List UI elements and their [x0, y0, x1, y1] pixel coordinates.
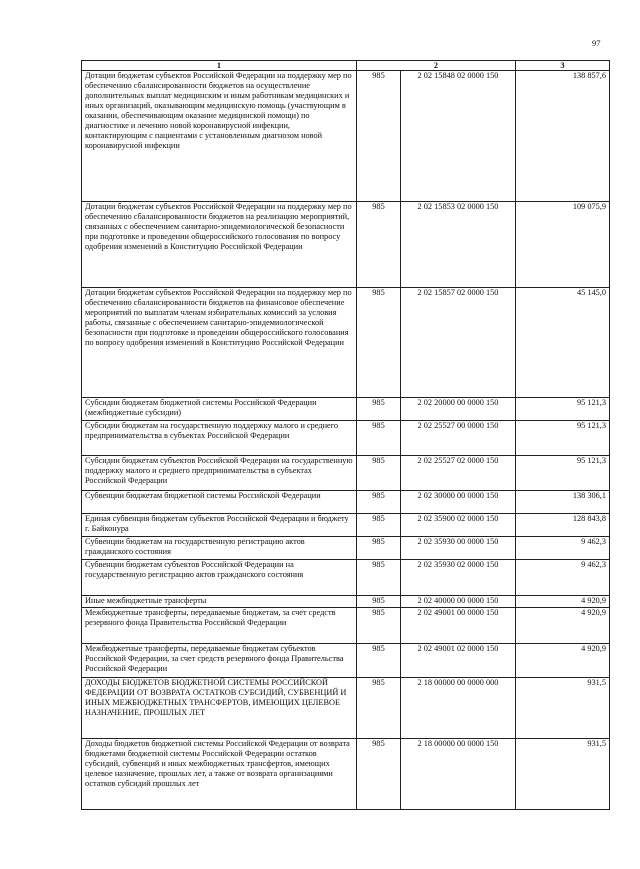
- revenue-name: ДОХОДЫ БЮДЖЕТОВ БЮДЖЕТНОЙ СИСТЕМЫ РОССИЙСКОЙ ФЕДЕРАЦИИ ОТ ВОЗВРАТА ОСТАТКОВ СУБСИДИЙ, СУБВЕНЦИЙ И ИНЫХ МЕЖБЮДЖЕТНЫХ ТРАНСФЕРТОВ, ИМЕЮЩИХ ЦЕЛЕВОЕ НАЗНАЧЕНИЕ, ПРОШЛЫХ ЛЕТ: [82, 678, 357, 739]
- budget-classification-code: 2 02 15848 02 0000 150: [401, 71, 516, 202]
- table-row: [82, 596, 610, 608]
- admin-code: 985: [357, 560, 401, 596]
- table-row: [82, 421, 610, 456]
- revenue-name: Дотации бюджетам субъектов Российской Федерации на поддержку мер по обеспечению сбалансированности бюджетов на реализацию мероприятий, связанных с обеспечением санитарно-эпидемиологической безопасности при подготовке и проведении общероссийского голосования по вопросу одобрения изменений в Конституцию Российской Федерации: [82, 202, 357, 288]
- header-col-3: 3: [516, 61, 610, 71]
- revenue-name: Дотации бюджетам субъектов Российской Федерации на поддержку мер по обеспечению сбалансированности бюджетов на финансовое обеспечение мероприятий по выплатам членам избирательных комиссий за условия работы, связанные с обеспечением санитарно-эпидемиологической безопасности при подготовке и проведении общероссийского голосования по вопросу одобрения изменений в Конституцию Российской Федерации: [82, 288, 357, 398]
- revenue-name: Субвенции бюджетам субъектов Российской Федерации на государственную регистрацию актов гражданского состояния: [82, 560, 357, 596]
- budget-classification-code: 2 02 15857 02 0000 150: [401, 288, 516, 398]
- budget-classification-code: 2 02 49001 00 0000 150: [401, 608, 516, 644]
- table-row: [82, 560, 610, 596]
- amount: 109 075,9: [516, 202, 610, 288]
- revenue-name: Межбюджетные трансферты, передаваемые бюджетам субъектов Российской Федерации, за счет средств резервного фонда Правительства Российской Федерации: [82, 644, 357, 678]
- revenue-name: Субсидии бюджетам бюджетной системы Российской Федерации (межбюджетные субсидии): [82, 398, 357, 421]
- admin-code: 985: [357, 644, 401, 678]
- revenue-name: Иные межбюджетные трансферты: [82, 596, 357, 608]
- budget-classification-code: 2 18 00000 00 0000 150: [401, 739, 516, 810]
- budget-classification-code: 2 18 00000 00 0000 000: [401, 678, 516, 739]
- admin-code: 985: [357, 678, 401, 739]
- table-row: [82, 398, 610, 421]
- table-row: [82, 288, 610, 398]
- admin-code: 985: [357, 398, 401, 421]
- revenue-name: Субвенции бюджетам на государственную регистрацию актов гражданского состояния: [82, 537, 357, 560]
- amount: 95 121,3: [516, 456, 610, 491]
- budget-classification-code: 2 02 35930 02 0000 150: [401, 560, 516, 596]
- amount: 95 121,3: [516, 421, 610, 456]
- budget-classification-code: 2 02 49001 02 0000 150: [401, 644, 516, 678]
- admin-code: 985: [357, 491, 401, 514]
- amount: 931,5: [516, 739, 610, 810]
- amount: 138 857,6: [516, 71, 610, 202]
- header-col-2: 2: [357, 61, 516, 71]
- table-row: [82, 608, 610, 644]
- revenue-name: Субвенции бюджетам бюджетной системы Российской Федерации: [82, 491, 357, 514]
- revenue-name: Единая субвенция бюджетам субъектов Российской Федерации и бюджету г. Байконура: [82, 514, 357, 537]
- table-row: [82, 71, 610, 202]
- revenue-name: Дотации бюджетам субъектов Российской Федерации на поддержку мер по обеспечению сбалансированности бюджетов на осуществление дополнительных выплат медицинским и иным работникам медицинских и иных организаций, оказывающим медицинскую помощь (участвующим в оказании, обеспечивающим оказание медицинской помощи) по диагностике и лечению новой коронавирусной инфекции, контактирующим с пациентами с установленным диагнозом новой коронавирусной инфекции: [82, 71, 357, 202]
- revenue-name: Субсидии бюджетам на государственную поддержку малого и среднего предпринимательства в субъектах Российской Федерации: [82, 421, 357, 456]
- table-row: [82, 514, 610, 537]
- admin-code: 985: [357, 537, 401, 560]
- table-header-row: [82, 61, 610, 71]
- admin-code: 985: [357, 739, 401, 810]
- admin-code: 985: [357, 288, 401, 398]
- table-row: [82, 678, 610, 739]
- budget-classification-code: 2 02 35930 00 0000 150: [401, 537, 516, 560]
- revenue-name: Межбюджетные трансферты, передаваемые бюджетам, за счет средств резервного фонда Правительства Российской Федерации: [82, 608, 357, 644]
- amount: 9 462,3: [516, 537, 610, 560]
- admin-code: 985: [357, 514, 401, 537]
- amount: 4 920,9: [516, 596, 610, 608]
- budget-revenue-table: [81, 60, 610, 810]
- header-col-1: 1: [82, 61, 357, 71]
- admin-code: 985: [357, 202, 401, 288]
- budget-classification-code: 2 02 40000 00 0000 150: [401, 596, 516, 608]
- table-row: [82, 202, 610, 288]
- table-row: [82, 739, 610, 810]
- revenue-name: Доходы бюджетов бюджетной системы Российской Федерации от возврата бюджетами бюджетной системы Российской Федерации остатков субсидий, субвенций и иных межбюджетных трансфертов, имеющих целевое назначение, прошлых лет, а также от возврата организациями остатков субсидий прошлых лет: [82, 739, 357, 810]
- table-row: [82, 491, 610, 514]
- amount: 95 121,3: [516, 398, 610, 421]
- amount: 4 920,9: [516, 644, 610, 678]
- admin-code: 985: [357, 608, 401, 644]
- table-row: [82, 537, 610, 560]
- admin-code: 985: [357, 596, 401, 608]
- amount: 4 920,9: [516, 608, 610, 644]
- admin-code: 985: [357, 456, 401, 491]
- table-row: [82, 456, 610, 491]
- budget-classification-code: 2 02 25527 00 0000 150: [401, 421, 516, 456]
- amount: 128 843,8: [516, 514, 610, 537]
- budget-classification-code: 2 02 30000 00 0000 150: [401, 491, 516, 514]
- amount: 45 145,0: [516, 288, 610, 398]
- amount: 931,5: [516, 678, 610, 739]
- revenue-name: Субсидии бюджетам субъектов Российской Федерации на государственную поддержку малого и среднего предпринимательства в субъектах Российской Федерации: [82, 456, 357, 491]
- table-row: [82, 644, 610, 678]
- budget-classification-code: 2 02 15853 02 0000 150: [401, 202, 516, 288]
- admin-code: 985: [357, 421, 401, 456]
- budget-classification-code: 2 02 35900 02 0000 150: [401, 514, 516, 537]
- budget-classification-code: 2 02 20000 00 0000 150: [401, 398, 516, 421]
- amount: 9 462,3: [516, 560, 610, 596]
- budget-classification-code: 2 02 25527 02 0000 150: [401, 456, 516, 491]
- amount: 138 306,1: [516, 491, 610, 514]
- admin-code: 985: [357, 71, 401, 202]
- page-number: 97: [592, 38, 601, 48]
